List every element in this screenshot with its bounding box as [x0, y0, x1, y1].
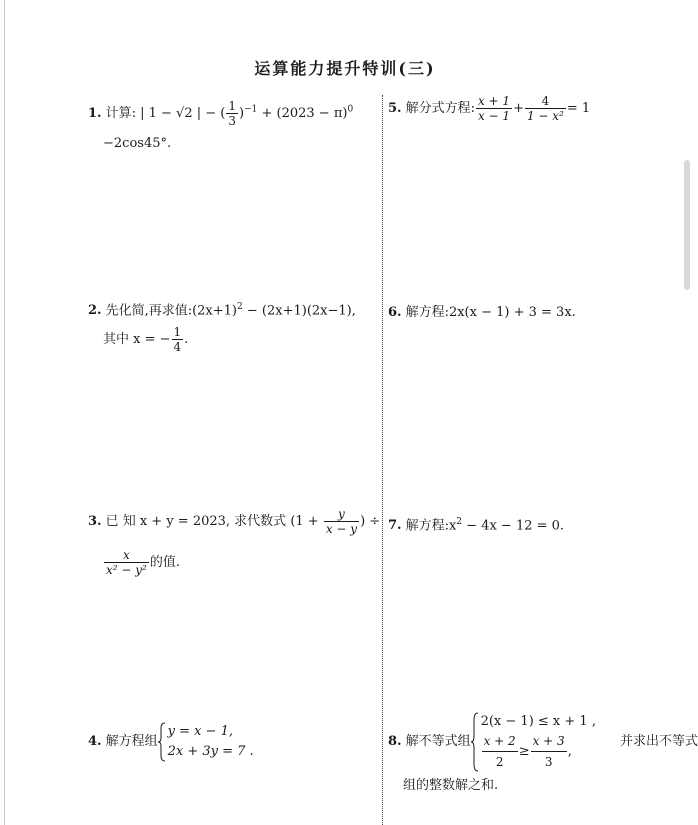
q3-text-a: 已 知 x + y = 2023, 求代数式 (1 +	[105, 514, 323, 529]
question-number: 6.	[388, 305, 402, 320]
question-number: 2.	[88, 303, 102, 319]
q8-line-2: 组的整数解之和.	[403, 778, 499, 793]
q5-label: 解分式方程:	[405, 101, 475, 116]
q8-inequality-system	[471, 712, 596, 771]
q2-frac-numerator: 1	[173, 325, 182, 339]
q8-frac2-denominator: 3	[544, 754, 553, 769]
question-7	[388, 518, 564, 532]
q1-line-2: −2cos45°.	[103, 136, 172, 151]
q3-frac1-numerator: y	[324, 508, 359, 522]
question-number: 4.	[88, 734, 102, 749]
question-2	[88, 303, 356, 317]
q1-sqrt: √2	[176, 106, 193, 121]
q3-frac1-denominator: x − y	[325, 522, 358, 536]
q1-fraction	[226, 100, 238, 127]
q1-text-d: + (2023 − π)	[257, 106, 348, 121]
q8-fraction-2	[531, 732, 567, 771]
q3-text-c: 的值.	[149, 555, 180, 570]
question-number: 7.	[388, 518, 402, 534]
q3-fraction-1	[324, 508, 359, 535]
q4-equation-1: y = x − 1,	[167, 724, 233, 739]
question-6	[388, 306, 576, 319]
q8-fraction-1	[482, 732, 518, 771]
q3-frac2-denominator: x² − y²	[106, 563, 147, 577]
q1-exponent-1: −1	[244, 104, 258, 115]
question-5	[388, 95, 590, 122]
q1-exponent-2: 0	[347, 104, 354, 115]
q1-text-b: | − (	[192, 106, 226, 121]
q2-frac-denominator: 4	[173, 340, 182, 354]
q3-fraction-2	[104, 549, 149, 576]
q2-text-d: .	[184, 332, 189, 347]
q1-text-c: )	[238, 106, 245, 121]
column-divider	[382, 95, 383, 825]
q8-inequality-2	[481, 732, 596, 771]
q7-text-a: 解方程:x	[405, 518, 457, 534]
q2-exponent: 2	[237, 302, 243, 312]
question-number: 5.	[388, 101, 402, 116]
left-brace-icon	[158, 722, 166, 762]
q8-frac2-numerator: x + 3	[531, 732, 567, 752]
q8-frac1-numerator: x + 2	[482, 732, 518, 752]
page-title: 运算能力提升特训(三)	[254, 59, 436, 78]
q7-exponent: 2	[456, 517, 463, 527]
q5-fraction-2	[525, 95, 566, 122]
q8-ge: ≥	[518, 743, 530, 759]
q3-text-b: ) ÷	[360, 514, 381, 529]
q8-comma: ,	[567, 743, 572, 759]
page-left-border	[4, 0, 5, 825]
q8-frac1-denominator: 2	[495, 754, 504, 769]
q4-label: 解方程组	[105, 734, 158, 749]
q8-label: 解不等式组	[405, 733, 471, 749]
question-4	[88, 722, 254, 761]
q3-line-2	[103, 549, 180, 576]
q3-frac2-numerator: x	[104, 549, 149, 563]
left-brace-icon	[471, 712, 479, 772]
q1-frac-numerator: 1	[228, 99, 236, 113]
q4-equation-2: 2x + 3y = 7 .	[167, 743, 254, 759]
q1-frac-denominator: 3	[228, 114, 236, 128]
q5-frac1-denominator: x − 1	[477, 109, 511, 123]
q5-rhs: = 1	[566, 101, 591, 116]
q5-plus: +	[513, 101, 524, 116]
question-number: 3.	[88, 514, 102, 529]
q8-inequality-1: 2(x − 1) ≤ x + 1 ,	[480, 714, 596, 729]
q8-tail: 并求出不等式	[619, 733, 698, 749]
q5-frac1-numerator: x + 1	[477, 94, 511, 108]
q2-text-c: 其中 x = −	[103, 332, 171, 347]
question-1	[88, 100, 353, 127]
question-3	[88, 508, 380, 535]
scrollbar-thumb[interactable]	[684, 160, 690, 290]
q1-text-a: 计算: | 1 −	[105, 106, 177, 121]
q2-text-a: 先化简,再求值:(2x+1)	[105, 303, 238, 319]
q5-frac2-denominator: 1 − x²	[526, 109, 564, 123]
question-8	[388, 712, 698, 771]
q5-frac2-numerator: 4	[525, 95, 566, 109]
q6-text: 解方程:2x(x − 1) + 3 = 3x.	[405, 305, 576, 320]
q2-line-2	[103, 326, 188, 353]
q2-fraction	[172, 326, 184, 353]
q7-text-b: − 4x − 12 = 0.	[462, 518, 565, 534]
q4-equation-system	[158, 722, 254, 761]
question-number: 8.	[388, 733, 402, 749]
q2-text-b: − (2x+1)(2x−1),	[242, 303, 356, 319]
q5-fraction-1	[476, 95, 512, 122]
question-number: 1.	[88, 106, 102, 121]
